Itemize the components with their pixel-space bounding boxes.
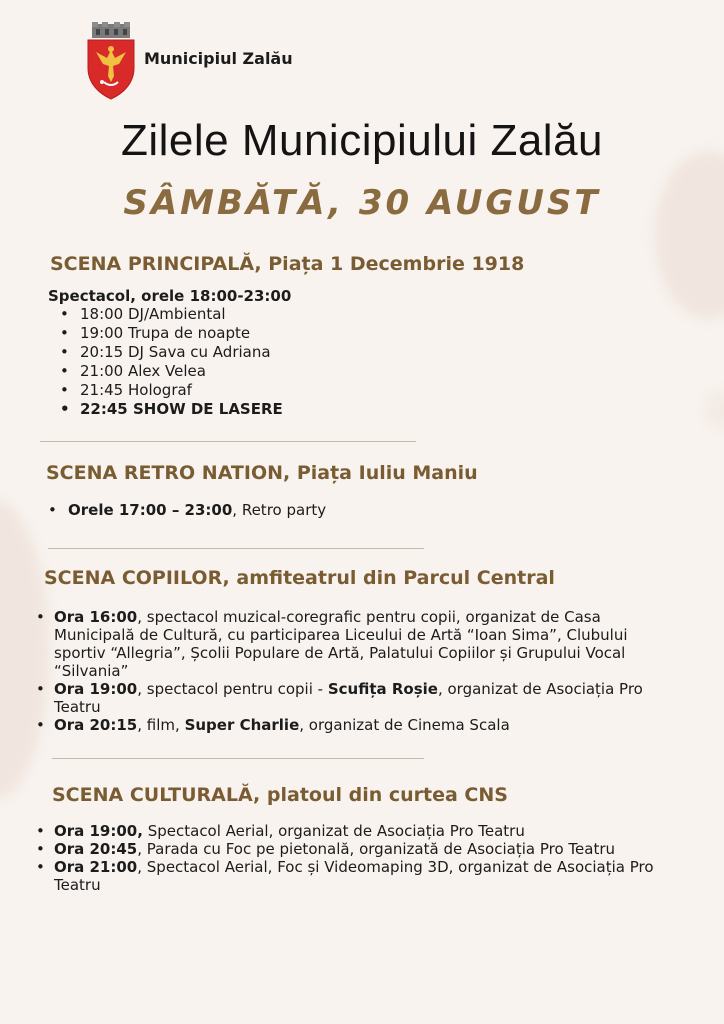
list-item: • Ora 20:15, film, Super Charlie, organizat de Cinema Scala (32, 716, 682, 734)
list-item: • 20:15 DJ Sava cu Adriana (52, 343, 283, 362)
coat-of-arms-icon (86, 22, 136, 100)
program-list-retro (40, 501, 326, 520)
list-item: • Orele 17:00 – 23:00, Retro party (40, 501, 326, 520)
decorative-blob (654, 150, 724, 320)
list-item: • Ora 19:00, Spectacol Aerial, organizat de Asociația Pro Teatru (32, 822, 692, 840)
list-item: • 22:45 SHOW DE LASERE (52, 400, 283, 419)
section-divider (52, 758, 424, 759)
section-title-scena-culturala: SCENA CULTURALĂ, platoul din curtea CNS (52, 784, 508, 806)
list-item: • Ora 21:00, Spectacol Aerial, Foc și Videomaping 3D, organizat de Asociația Pro Teatru (32, 858, 692, 894)
section-title-scena-principala: SCENA PRINCIPALĂ, Piața 1 Decembrie 1918 (50, 253, 525, 275)
list-item: • 19:00 Trupa de noapte (52, 324, 283, 343)
list-item: • Ora 20:45, Parada cu Foc pe pietonală, organizată de Asociația Pro Teatru (32, 840, 692, 858)
list-item: • 21:45 Holograf (52, 381, 283, 400)
event-date: SÂMBĂTĂ, 30 AUGUST (123, 183, 601, 223)
list-item: • 18:00 DJ/Ambiental (52, 305, 283, 324)
program-list-principala (52, 305, 283, 419)
page-title: Zilele Municipiului Zalău (120, 116, 604, 165)
section-title-scena-retro: SCENA RETRO NATION, Piața Iuliu Maniu (46, 462, 478, 484)
list-item: • 21:00 Alex Velea (52, 362, 283, 381)
program-list-copiilor (32, 608, 682, 734)
program-list-culturala (32, 822, 692, 894)
brand-name: Municipiul Zalău (144, 48, 293, 68)
section-subtitle: Spectacol, orele 18:00-23:00 (48, 287, 292, 305)
section-divider (48, 548, 424, 549)
decorative-blob (704, 390, 724, 430)
section-title-scena-copiilor: SCENA COPIILOR, amfiteatrul din Parcul Central (44, 567, 555, 589)
header (86, 22, 293, 100)
list-item: • Ora 16:00, spectacol muzical-coregrafic pentru copii, organizat de Casa Municipală de Cultură, cu participarea Liceului de Artă “Ioan Sima”, Clubului sportiv “Allegria”, Școlii Populare de Artă, Palatului Copiilor și Grupului Vocal “Silvania” (32, 608, 682, 680)
list-item: • Ora 19:00, spectacol pentru copii - Scufița Roșie, organizat de Asociația Pro Teatru (32, 680, 682, 716)
section-divider (40, 441, 416, 442)
